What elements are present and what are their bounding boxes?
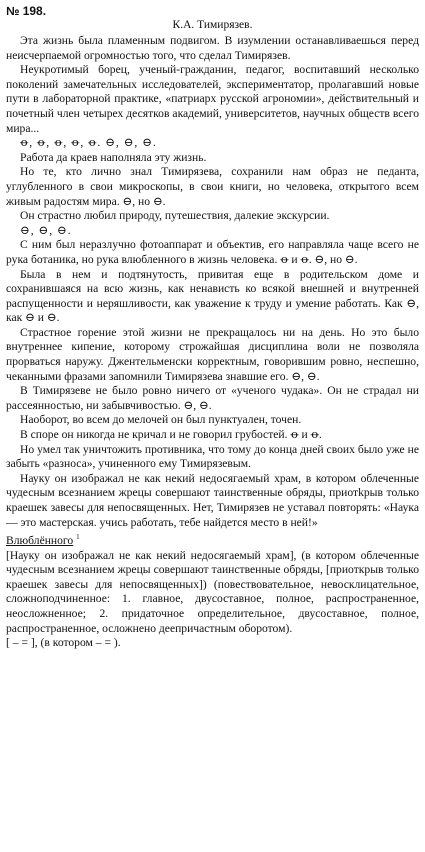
paragraph-13: Науку он изображал не как некий недосягаемый храм, в котором облеченные чудесным всезнанием жрецы совершают таинственные обряды, приотkрыв только краешек завесы для непосвященных. Нет, Тимирязев не уставал повторять: «Наука — это мастерская. учись работать, тебе найдется место в ней!» — [6, 471, 419, 529]
analyzed-word: Влюблённого — [6, 534, 74, 548]
scheme-line-2: ⊖, ⊖, ⊖. — [20, 223, 72, 237]
analysis-word-line — [6, 530, 419, 548]
paragraph-7: Была в нем и подтянутость, привитая еще в родительском доме и сохранившаяся на всю жизнь, как ненависть ко всякой внешней и внутренней распущенности и неряшливости, как уважение к труду и умение работать. Как ⊖, как ⊖ и ⊖. — [6, 267, 419, 325]
paragraph-5: Он страстно любил природу, путешествия, далекие экскурсии. — [20, 209, 330, 223]
paragraph-2: Неукротимый борец, ученый-гражданин, педагог, воспитавший несколько поколений замечательных исследователей, экспериментатор, пролагавший новые пути в лабораторной практике, «патриарх русской агрономии», действительный и почетный член четырех десятков академий, университетов, научных обществ всего мира... — [6, 63, 419, 135]
paragraph-9: В Тимирязеве не было ровно ничего от «ученого чудака». Он не страдал ни рассеянностью, ни забывчивостью. ⊖, ⊖. — [6, 384, 419, 412]
paragraph-4: Но те, кто лично знал Тимирязева, сохранили нам образ не педанта, углубленного в свои микроскопы, в свои книги, но человека, открытого всем живым радостям мира. ⊖, но ⊖. — [6, 165, 419, 208]
text-title: К.А. Тимирязев. — [172, 19, 253, 31]
exercise-number: № 198. — [6, 4, 47, 18]
sentence-analysis: [Науку он изображал не как некий недосягаемый храм], (в котором облеченные чудесным всезнанием жрецы совершают таинственные обряды, [приоткрыв только краешек завесы для непосвященных]) (повествовательное, невосклицательное, сложноподчиненное: 1. главное, двусоставное, полное, распространенное, неосложненное; 2. придаточное определительное, двусоставное, полное, распространенное, осложнено деепричастным оборотом). — [6, 548, 419, 635]
paragraph-10: Наоборот, во всем до мелочей он был пунктуален, точен. — [20, 413, 302, 427]
paragraph-1: Эта жизнь была пламенным подвигом. В изумлении останавливаешься перед неисчерпаемой огромностью того, что сделал Тимирязев. — [6, 34, 419, 62]
scheme-line-1: ꝋ, ꝋ, ꝋ, ꝋ, ꝋ. ⊖, ⊖, ⊖. — [20, 136, 157, 150]
sentence-scheme: [ – = ], (в котором – = ). — [6, 636, 121, 650]
paragraph-11: В споре он никогда не кричал и не говорил грубостей. ꝋ и ꝋ. — [20, 428, 322, 442]
paragraph-3: Работа да краев наполняла эту жизнь. — [20, 150, 207, 164]
paragraph-6: С ним был неразлучно фотоаппарат и объектив, его направляла чаще всего не рука ботаника, но рука влюбленного в жизнь человека. ꝋ и ꝋ. ⊖, но ⊖. — [6, 238, 419, 266]
analysis-superscript: 1 — [76, 533, 80, 542]
paragraph-12: Но умел так уничтожить противника, что тому до конца дней своих было уже не забыть «разноса», учиненного ему Тимирязевым. — [6, 442, 419, 471]
paragraph-8: Страстное горение этой жизни не прекращалось ни на день. Но это было внутреннее кипение, которому строжайшая дисциплина воли не позволяла прорваться наружу. Джентельменски корректным, говорившим ровно, неспешно, чеканными фразами запомнили Тимирязева знавшие его. ⊖, ⊖. — [6, 325, 419, 383]
